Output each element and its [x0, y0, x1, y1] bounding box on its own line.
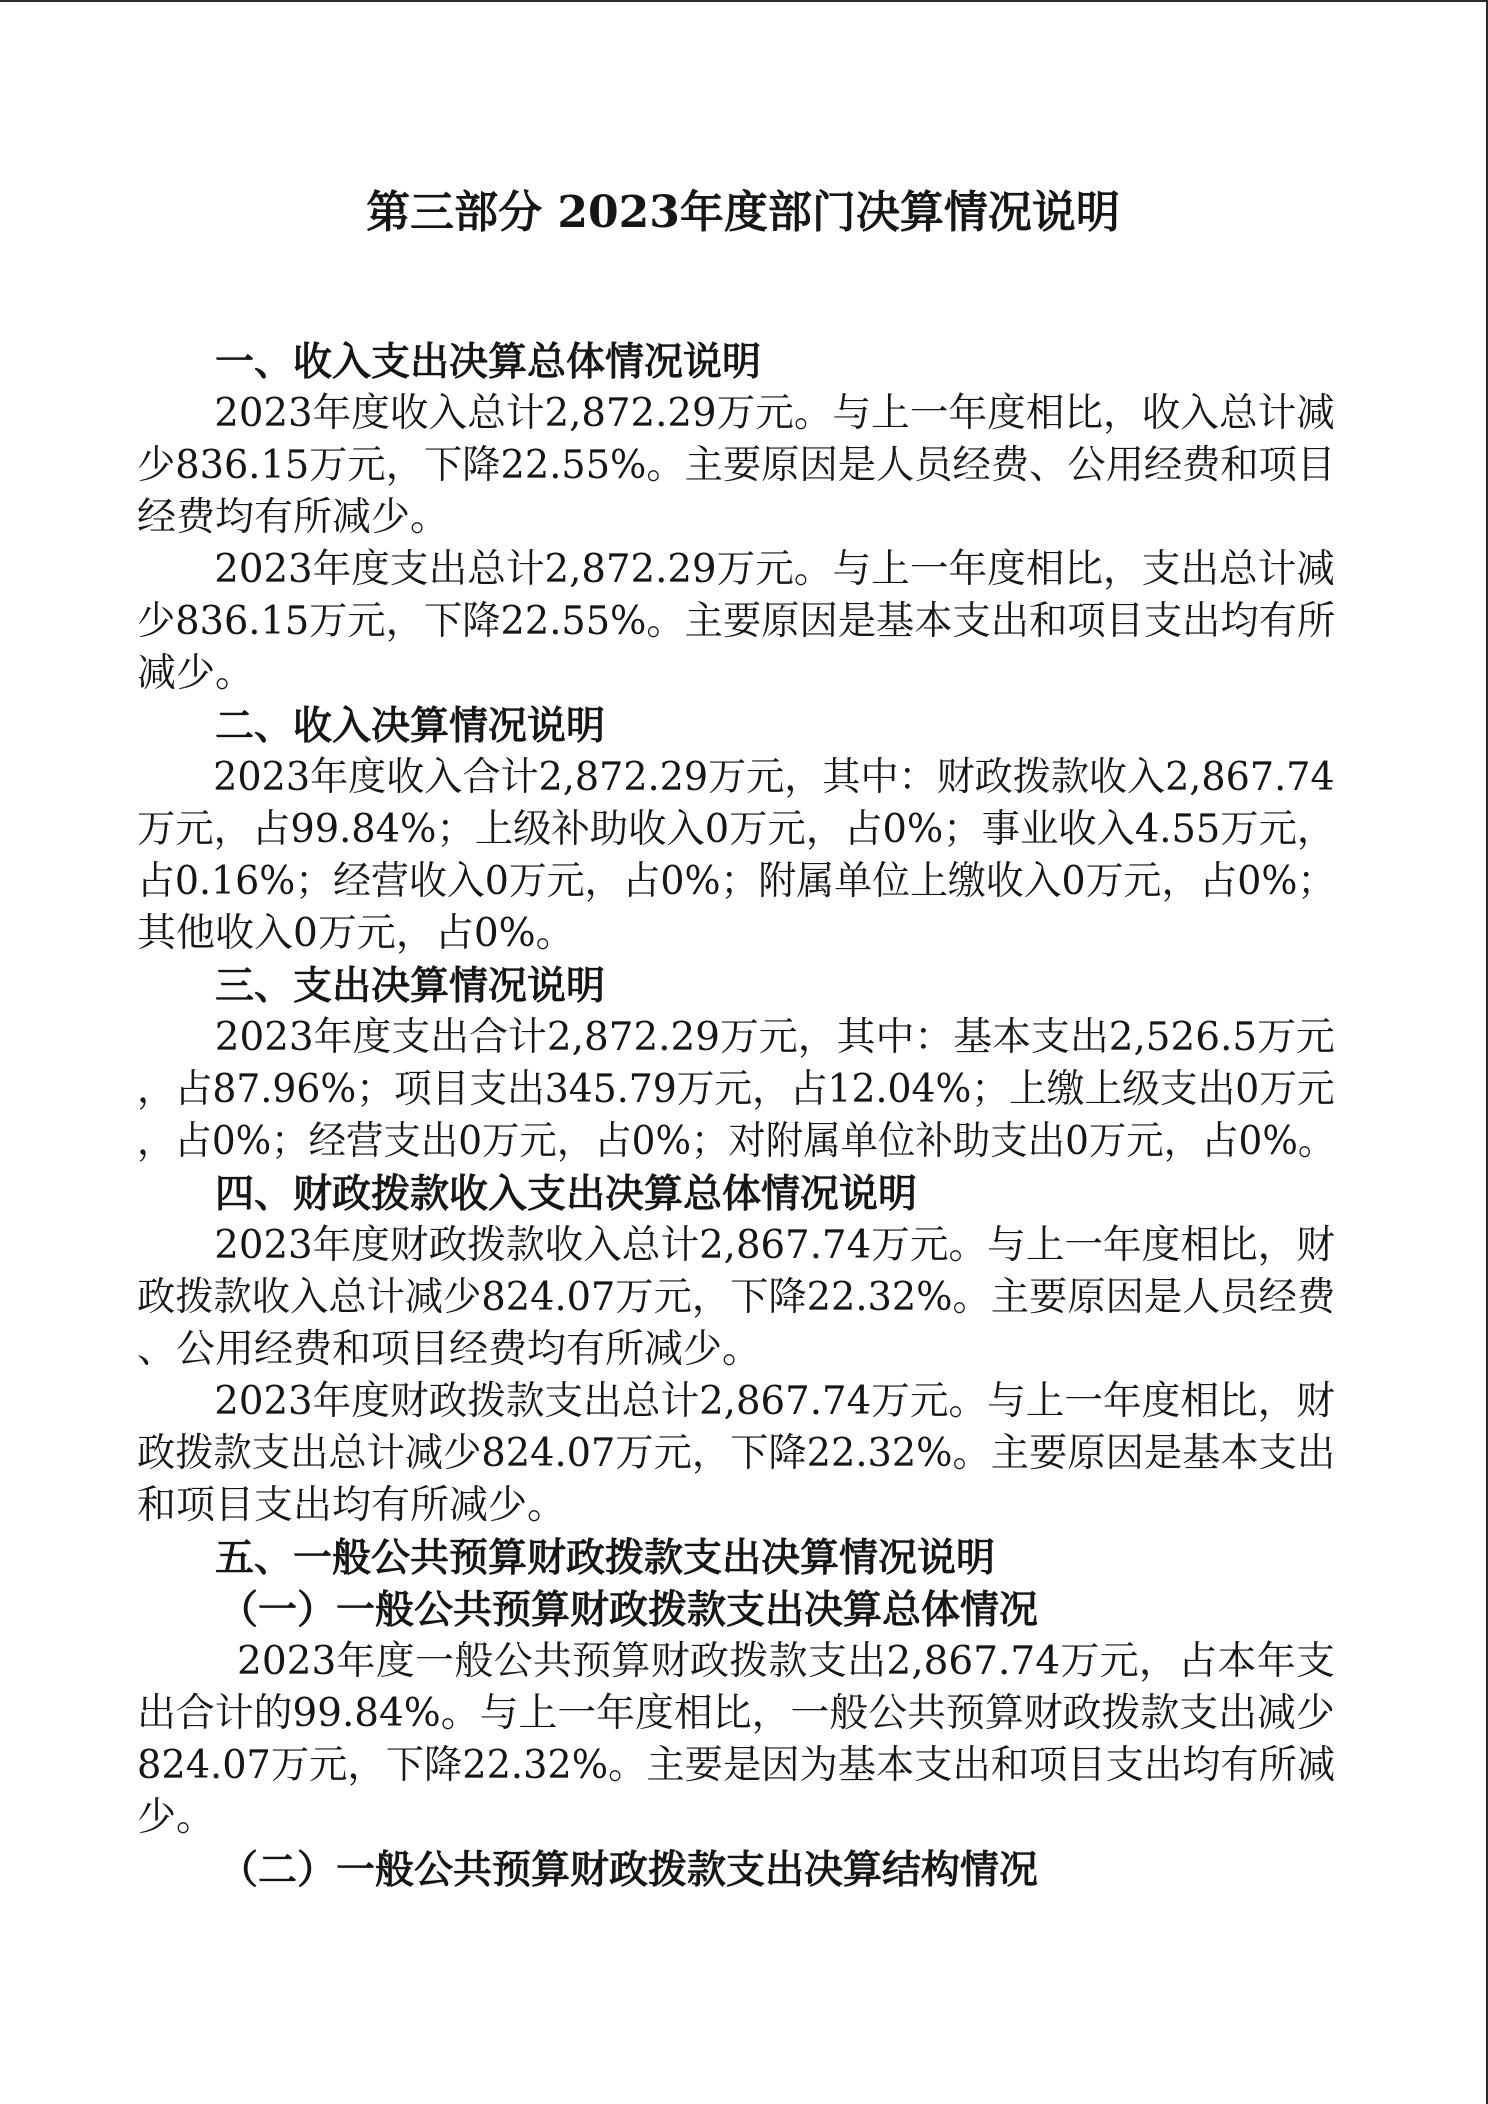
- section-general-public-budget: [137, 1532, 1335, 1896]
- section-heading: 三、支出决算情况说明: [215, 963, 606, 1009]
- paragraph-line: 少836.15万元，下降22.55%。主要原因是人员经费、公用经费和项目: [137, 443, 1336, 488]
- section-heading: 四、财政拨款收入支出决算总体情况说明: [215, 1171, 918, 1217]
- subsection-heading: （一）一般公共预算财政拨款支出决算总体情况: [219, 1587, 1039, 1633]
- paragraph-line: ，占0%；经营支出0万元，占0%；对附属单位补助支出0万元，占0%。: [137, 1119, 1336, 1164]
- subsection-structure: [137, 1844, 1335, 1896]
- paragraph-line: 2023年度收入合计2,872.29万元，其中：财政拨款收入2,867.74: [213, 755, 1335, 800]
- paragraph-line: 和项目支出均有所减少。: [137, 1483, 567, 1528]
- section-heading: 五、一般公共预算财政拨款支出决算情况说明: [215, 1535, 996, 1581]
- paragraph: [137, 1012, 1335, 1168]
- section-income-expenditure-overview: [137, 336, 1335, 700]
- paragraph-line: 出合计的99.84%。与上一年度相比，一般公共预算财政拨款支出减少: [137, 1691, 1335, 1736]
- paragraph-line: 政拨款支出总计减少824.07万元，下降22.32%。主要原因是基本支出: [137, 1431, 1336, 1476]
- paragraph-line: 万元，占99.84%；上级补助收入0万元，占0%；事业收入4.55万元，: [137, 807, 1336, 852]
- subsection-overall: [137, 1584, 1335, 1844]
- paragraph: [137, 544, 1335, 700]
- paragraph-line: 2023年度支出总计2,872.29万元。与上一年度相比，支出总计减: [214, 547, 1335, 592]
- paragraph: [137, 1376, 1335, 1532]
- paragraph-line: ，占87.96%；项目支出345.79万元，占12.04%；上缴上级支出0万元: [137, 1067, 1335, 1112]
- paragraph: [137, 752, 1335, 960]
- paragraph-line: 2023年度收入总计2,872.29万元。与上一年度相比，收入总计减: [214, 391, 1335, 436]
- paragraph-line: 824.07万元，下降22.32%。主要是因为基本支出和项目支出均有所减: [137, 1743, 1336, 1788]
- paragraph-line: 减少。: [137, 651, 255, 696]
- paragraph-line: 经费均有所减少。: [137, 495, 450, 540]
- page-title: 第三部分 2023年度部门决算情况说明: [366, 187, 1120, 238]
- paragraph-line: 其他收入0万元，占0%。: [137, 911, 575, 956]
- section-income: [137, 700, 1335, 960]
- subsection-heading: （二）一般公共预算财政拨款支出决算结构情况: [219, 1847, 1039, 1893]
- paragraph-line: 、公用经费和项目经费均有所减少。: [137, 1327, 762, 1372]
- paragraph-line: 少836.15万元，下降22.55%。主要原因是基本支出和项目支出均有所: [137, 599, 1336, 644]
- paragraph-line: 政拨款收入总计减少824.07万元，下降22.32%。主要原因是人员经费: [137, 1275, 1336, 1320]
- paragraph-line: 少。: [137, 1795, 216, 1840]
- paragraph-line: 占0.16%；经营收入0万元，占0%；附属单位上缴收入0万元，占0%；: [137, 859, 1336, 904]
- paragraph: [137, 388, 1335, 544]
- paragraph-line: 2023年度财政拨款支出总计2,867.74万元。与上一年度相比，财: [214, 1379, 1335, 1424]
- document-body: [137, 336, 1335, 1896]
- paragraph-line: 2023年度一般公共预算财政拨款支出2,867.74万元，占本年支: [237, 1639, 1335, 1684]
- section-fiscal-appropriation: [137, 1168, 1335, 1532]
- paragraph-line: 2023年度财政拨款收入总计2,867.74万元。与上一年度相比，财: [214, 1223, 1335, 1268]
- section-heading: 二、收入决算情况说明: [215, 703, 606, 749]
- paragraph: [137, 1220, 1335, 1376]
- paragraph: [137, 1636, 1335, 1844]
- paragraph-line: 2023年度支出合计2,872.29万元，其中：基本支出2,526.5万元: [214, 1015, 1335, 1060]
- section-heading: 一、收入支出决算总体情况说明: [215, 339, 762, 385]
- section-expenditure: [137, 960, 1335, 1168]
